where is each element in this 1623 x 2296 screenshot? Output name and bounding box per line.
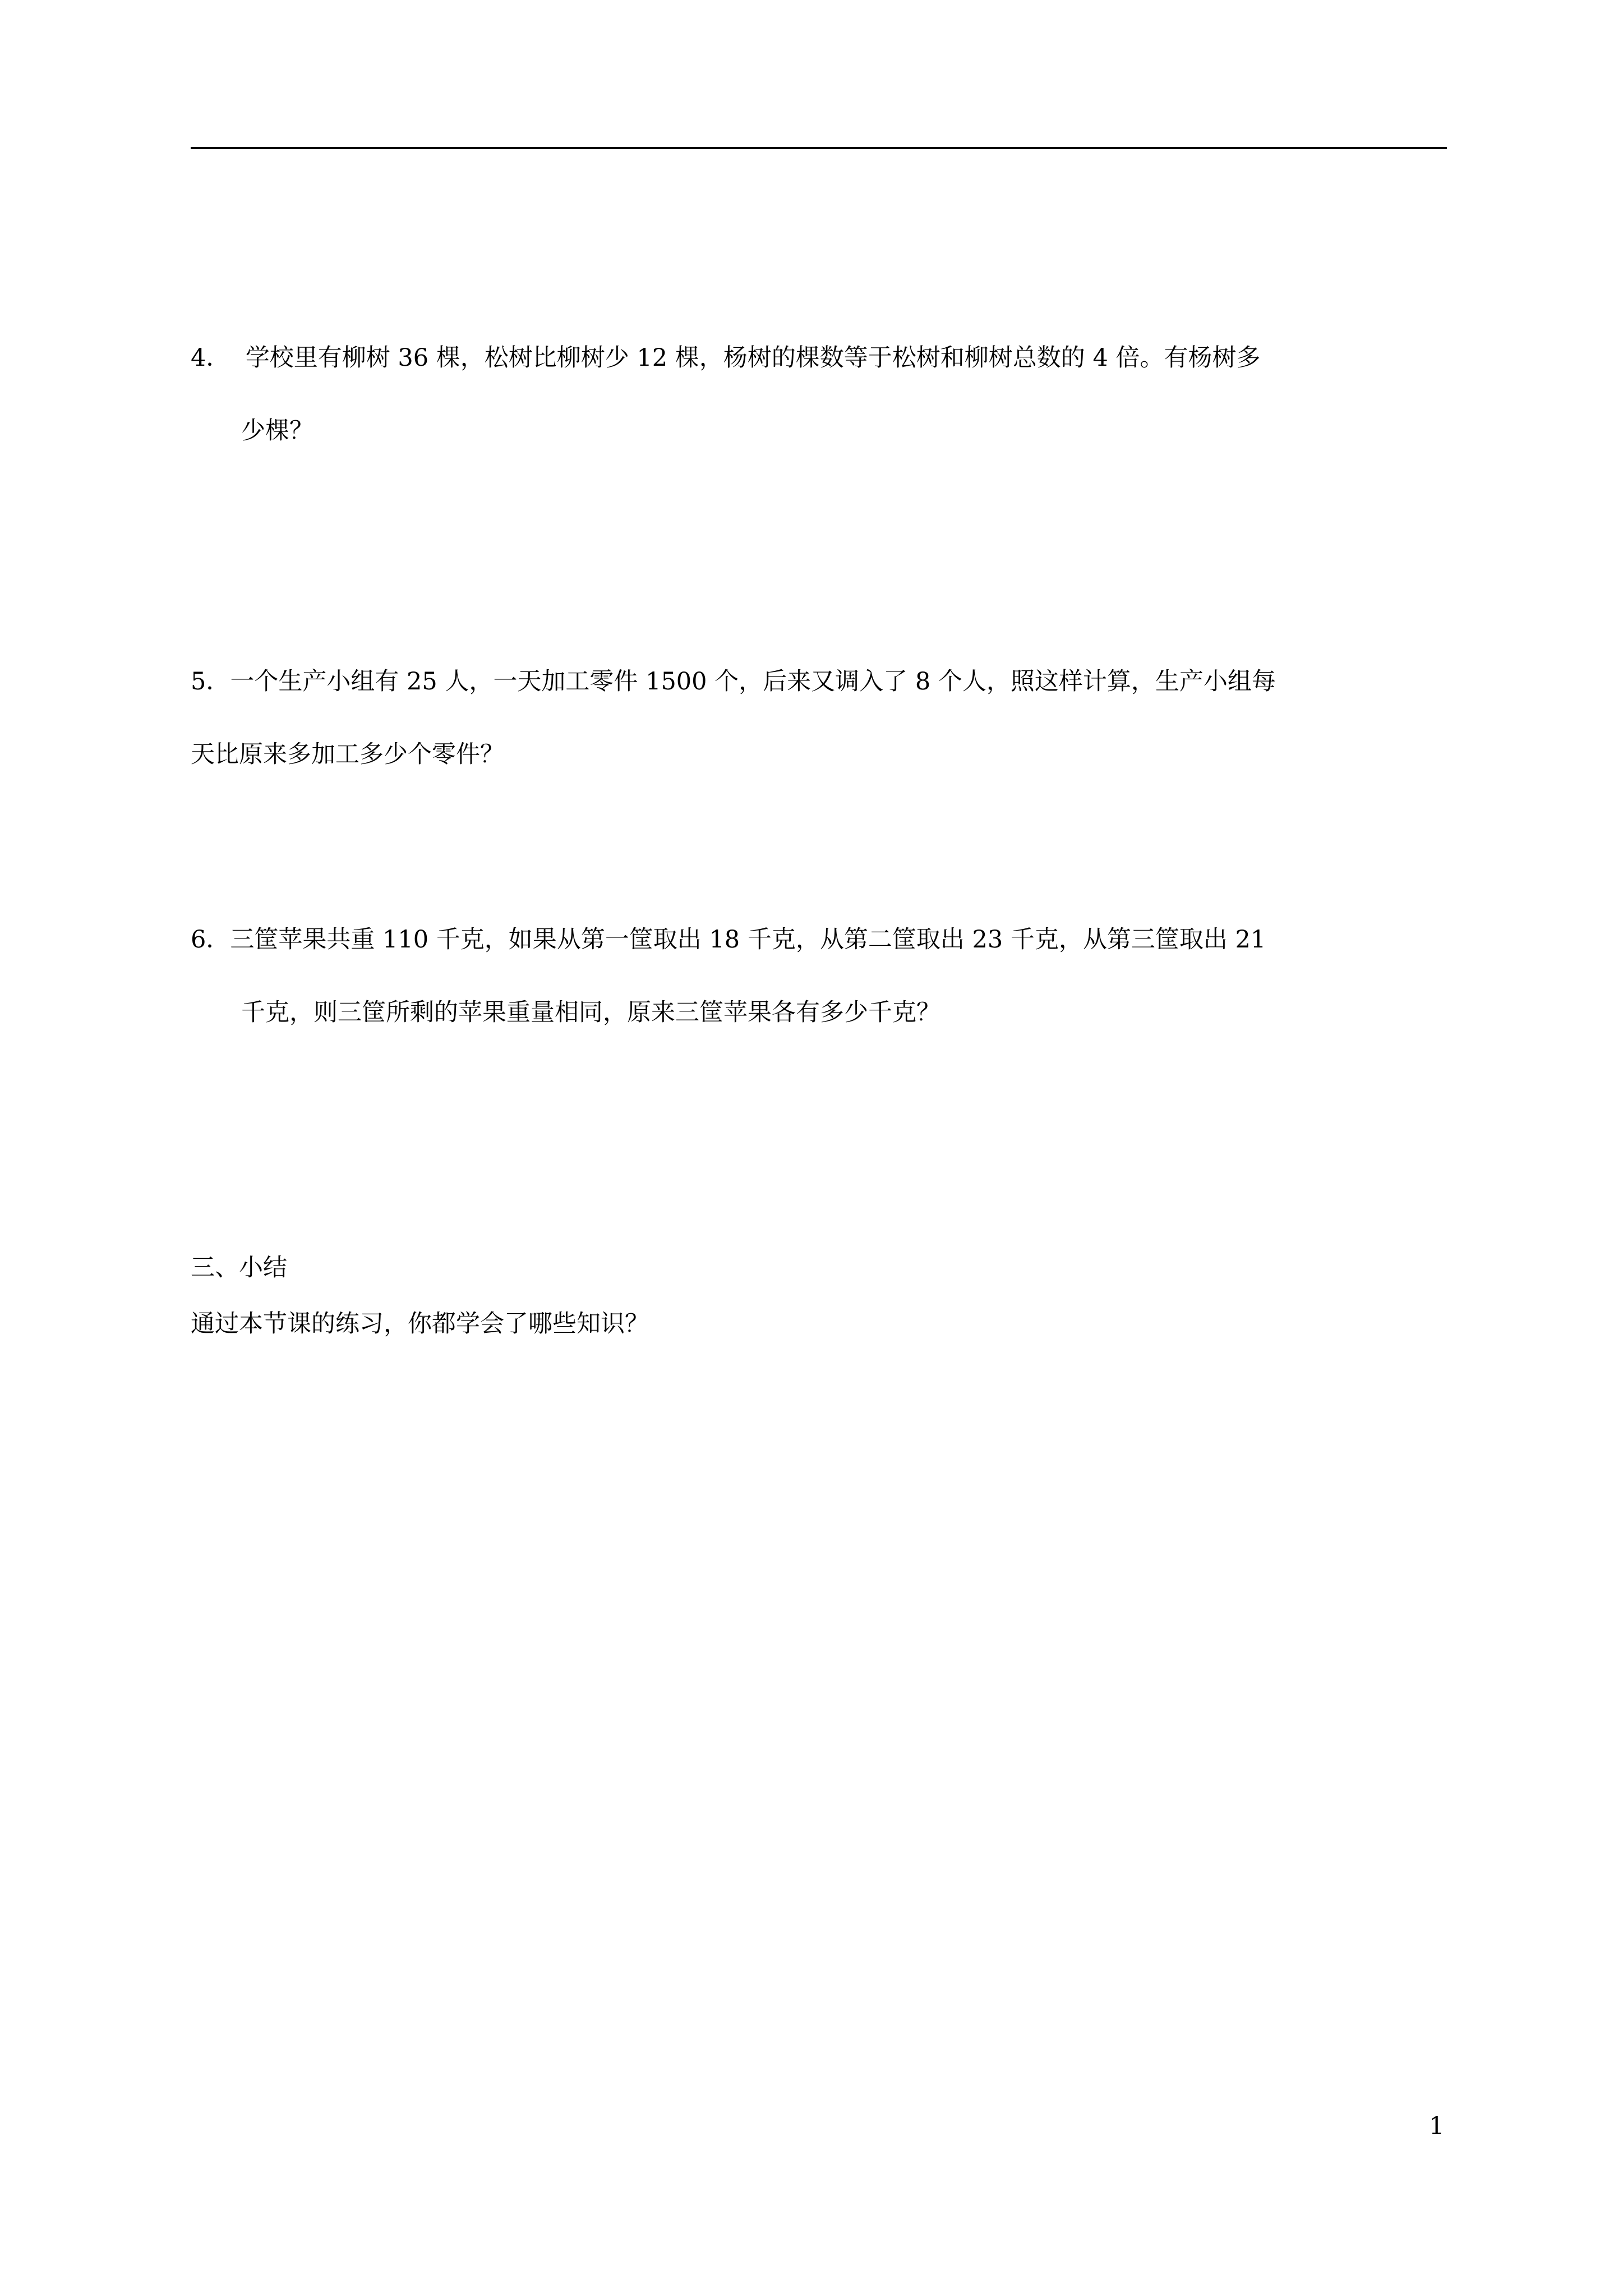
problem-4-line-2: 少棵？: [241, 417, 313, 445]
problem-5-text-1: 一个生产小组有 25 人，一天加工零件 1500 个，后来又调入了 8 个人，照这样计算，生产小组每: [230, 668, 1276, 696]
problem-6-line-2: 千克，则三筐所剩的苹果重量相同，原来三筐苹果各有多少千克？: [241, 999, 940, 1027]
header-rule: [191, 147, 1447, 149]
summary-heading: 三、小结: [191, 1254, 287, 1282]
problem-4-text-1: 学校里有柳树 36 棵，松树比柳树少 12 棵，杨树的棵数等于松树和柳树总数的 4 倍。有杨树多: [245, 344, 1261, 372]
problem-6: [191, 903, 1447, 1049]
summary-question: 通过本节课的练习，你都学会了哪些知识？: [191, 1310, 649, 1338]
summary-section: [191, 1240, 1447, 1352]
problem-6-text-1: 三筐苹果共重 110 千克，如果从第一筐取出 18 千克，从第二筐取出 23 千克，从第三筐取出 21: [230, 926, 1266, 954]
problem-5-number: 5．: [191, 668, 230, 696]
problem-4-number: 4．: [191, 344, 230, 372]
problem-5: [191, 645, 1447, 791]
problem-4-line-1: [191, 321, 1447, 394]
problem-5-line-2: 天比原来多加工多少个零件？: [191, 740, 504, 769]
page-number: 1: [1429, 2112, 1445, 2140]
problem-5-line-1: [191, 645, 1447, 718]
problem-6-line-1: [191, 903, 1447, 976]
problem-6-number: 6．: [191, 926, 230, 954]
problem-4: [191, 321, 1447, 467]
